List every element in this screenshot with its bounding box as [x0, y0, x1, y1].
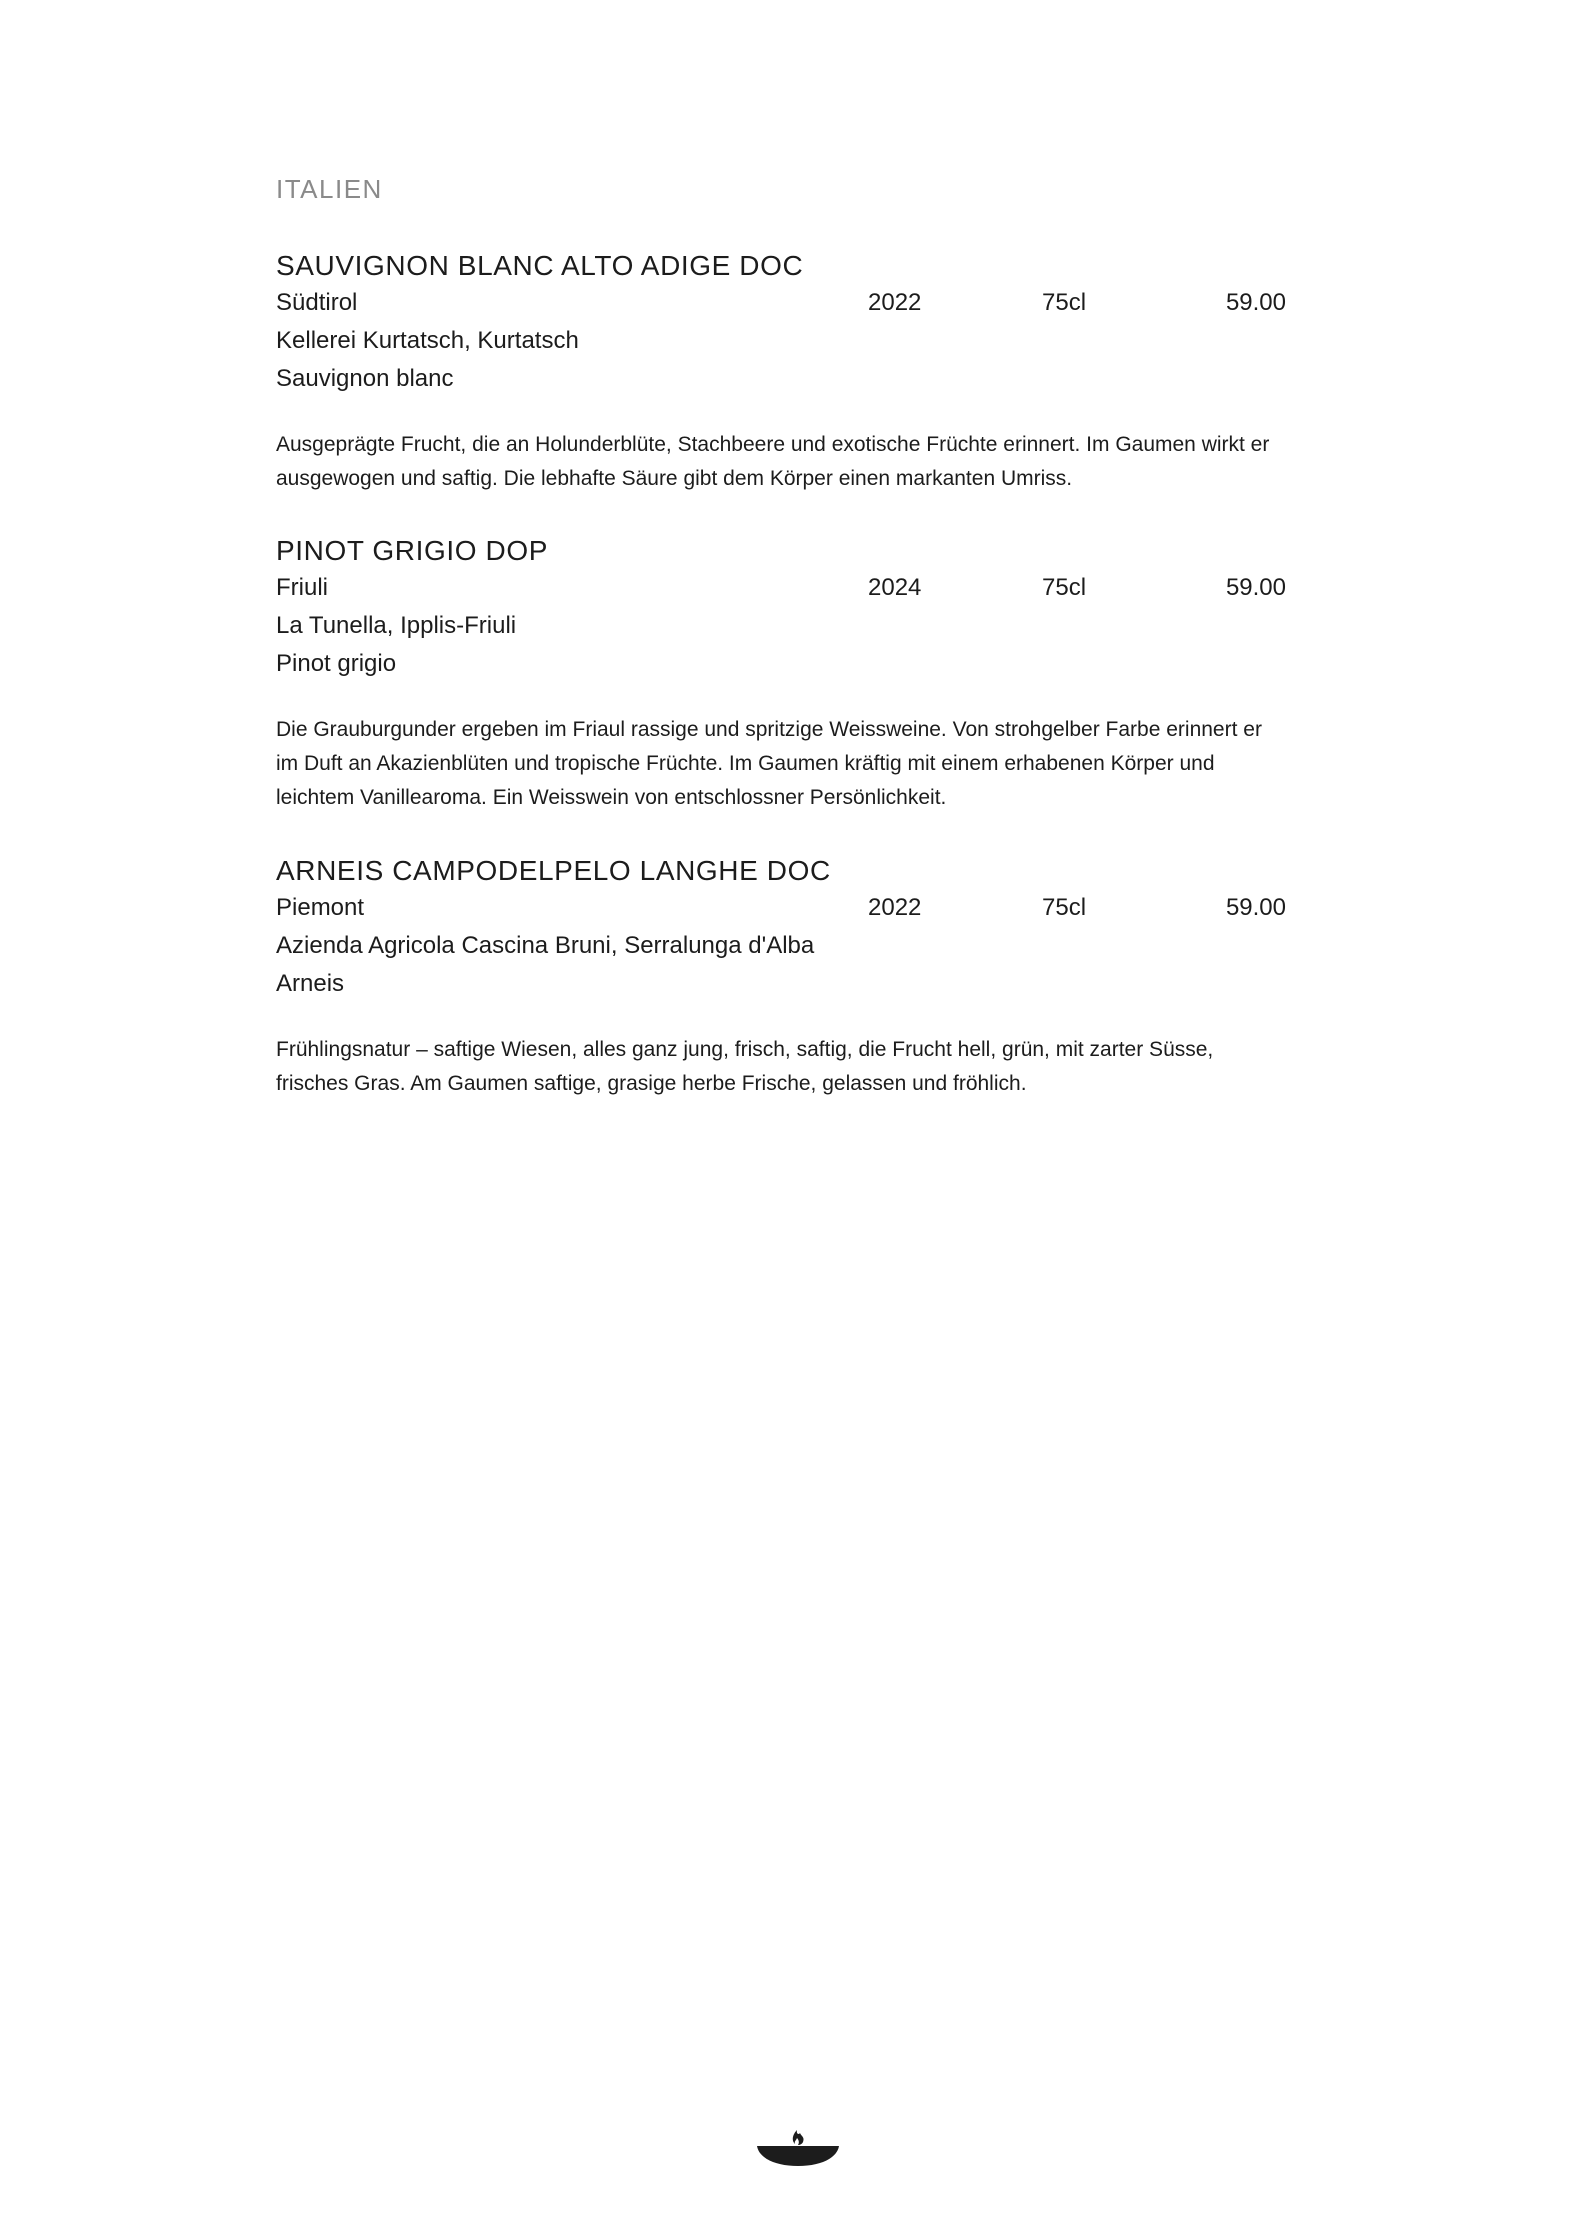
wine-region: Friuli	[276, 574, 328, 601]
wine-vintage: 2024	[868, 574, 922, 601]
wine-name: PINOT GRIGIO DOP	[276, 535, 549, 566]
wine-entry	[276, 248, 1316, 496]
wine-grape: Pinot grigio	[276, 650, 397, 677]
wine-producer-row	[276, 322, 1316, 360]
wine-region: Piemont	[276, 894, 365, 921]
wine-price: 59.00	[1225, 574, 1286, 601]
wine-region-row	[276, 569, 1316, 607]
wine-grape: Sauvignon blanc	[276, 365, 454, 392]
section-title: ITALIEN	[276, 174, 383, 204]
wine-region: Südtirol	[276, 289, 358, 316]
wine-bottle-size: 75cl	[1042, 574, 1087, 601]
wine-producer: Kellerei Kurtatsch, Kurtatsch	[276, 327, 579, 354]
wine-bottle-size: 75cl	[1042, 894, 1087, 921]
wine-grape-row	[276, 965, 1316, 1003]
wine-vintage: 2022	[868, 289, 922, 316]
wine-vintage: 2022	[868, 894, 922, 921]
wine-region-row	[276, 284, 1316, 322]
wine-grape-row	[276, 360, 1316, 398]
wine-grape-row	[276, 645, 1316, 683]
wine-name: ARNEIS CAMPODELPELO LANGHE DOC	[276, 855, 831, 886]
wine-description: Frühlingsnatur – saftige Wiesen, alles ganz jung, frisch, saftig, die Frucht hell, grün, mit zarter Süsse, frisches Gras. Am Gaumen saftige, grasige herbe Frische, gelassen und fröhlich.	[276, 1038, 1214, 1095]
wine-bottle-size: 75cl	[1042, 289, 1087, 316]
wine-grape: Arneis	[276, 970, 345, 997]
wine-entry	[276, 853, 1316, 1101]
fire-bowl-icon	[755, 2120, 841, 2170]
wine-producer-row	[276, 927, 1316, 965]
wine-price: 59.00	[1225, 289, 1286, 316]
wine-description: Ausgeprägte Frucht, die an Holunderblüte, Stachbeere und exotische Früchte erinnert. Im Gaumen wirkt er ausgewogen und saftig. Die lebhafte Säure gibt dem Körper einen markanten Umriss.	[276, 433, 1270, 490]
wine-name: SAUVIGNON BLANC ALTO ADIGE DOC	[276, 250, 804, 281]
wine-price: 59.00	[1225, 894, 1286, 921]
wine-producer: La Tunella, Ipplis-Friuli	[276, 612, 517, 639]
wine-description: Die Grauburgunder ergeben im Friaul rassige und spritzige Weissweine. Von strohgelber Farbe erinnert er im Duft an Akazienblüten und tropische Früchte. Im Gaumen kräftig mit einem erhabenen Körper und leichtem Vanillearoma. Ein Weisswein von entschlossner Persönlichkeit.	[276, 718, 1262, 809]
wine-entry	[276, 533, 1316, 815]
wine-producer: Azienda Agricola Cascina Bruni, Serralunga d'Alba	[276, 932, 815, 959]
wine-region-row	[276, 889, 1316, 927]
wine-producer-row	[276, 607, 1316, 645]
